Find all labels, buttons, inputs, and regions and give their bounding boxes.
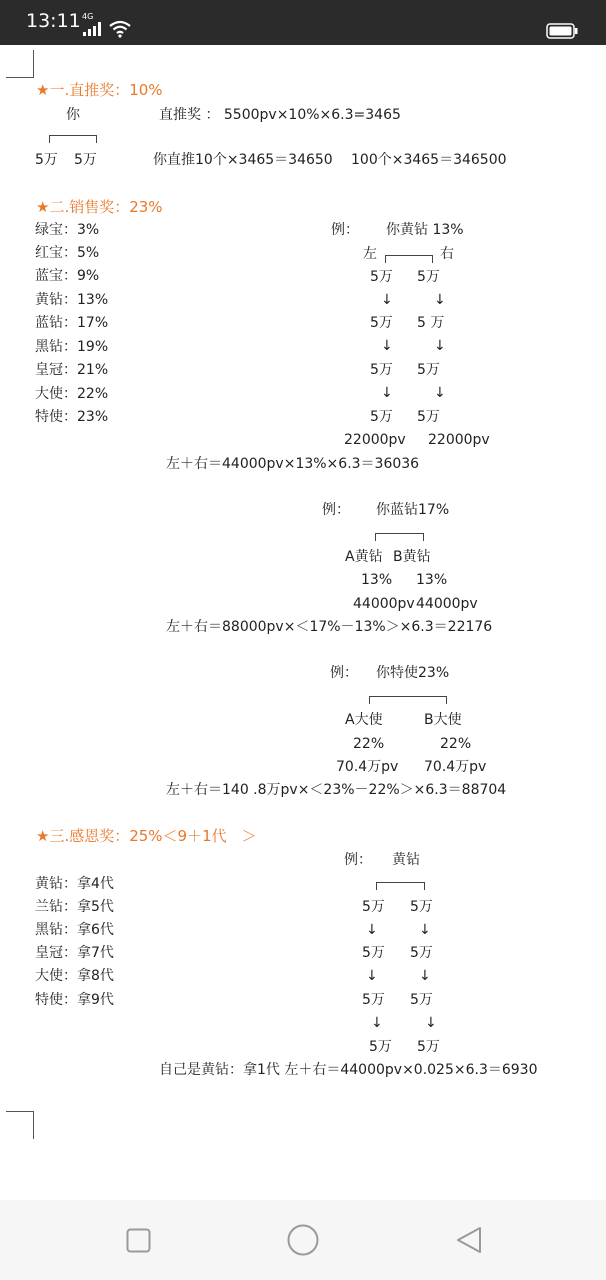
level-item: 黄钻：13% xyxy=(35,292,109,308)
down-arrow-icon: ↓ xyxy=(419,968,431,984)
home-button[interactable] xyxy=(287,1224,319,1256)
tree-left-label: 左 xyxy=(363,246,377,262)
tree-root-you: 你 xyxy=(66,107,80,123)
example-title: 你特使23% xyxy=(376,665,450,681)
level-item: 兰钻：拿5代 xyxy=(35,899,114,915)
down-arrow-icon: ↓ xyxy=(419,922,431,938)
pv-b: 70.4万pv xyxy=(424,759,487,775)
tree-node-left: 5万 xyxy=(370,315,393,331)
level-item: 特使：拿9代 xyxy=(35,992,114,1008)
level-item: 蓝钻：17% xyxy=(35,315,109,331)
example-title: 黄钻 xyxy=(392,852,420,868)
tree-node-right: 5万 xyxy=(417,409,440,425)
down-arrow-icon: ↓ xyxy=(371,1015,383,1031)
tree-node-right: 5万 xyxy=(410,899,433,915)
percent-a: 22% xyxy=(353,736,385,752)
level-item: 黑钻：19% xyxy=(35,339,109,355)
down-arrow-icon: ↓ xyxy=(381,292,393,308)
example-label: 例： xyxy=(331,222,359,238)
example-formula: 左＋右＝140 .8万pv×＜23%－22%＞×6.3＝88704 xyxy=(166,782,507,798)
pv-b: 44000pv xyxy=(416,596,478,612)
tree-node-left: 5万 xyxy=(362,945,385,961)
level-item: 黄钻：拿4代 xyxy=(35,876,114,892)
wifi-icon xyxy=(109,20,131,38)
level-item: 蓝宝：9% xyxy=(35,268,100,284)
tree-node-left: 5万 xyxy=(370,269,393,285)
tree-connector xyxy=(375,533,424,541)
down-arrow-icon: ↓ xyxy=(425,1015,437,1031)
tree-node-left: 5万 xyxy=(362,992,385,1008)
level-item: 大使：22% xyxy=(35,386,109,402)
example-title: 你黄钻 13% xyxy=(386,222,464,238)
status-time: 13:11 xyxy=(26,10,81,32)
navigation-bar xyxy=(0,1200,606,1280)
tree-node-right: 5万 xyxy=(417,1039,440,1055)
calc-100-referrals: 100个×3465＝346500 xyxy=(351,152,507,168)
tree-leaf-right: 5万 xyxy=(74,152,97,168)
tree-right-label: 右 xyxy=(440,246,454,262)
section-heading-gratitude-bonus: ★三.感恩奖：25%＜9＋1代 ＞ xyxy=(36,827,257,845)
recent-apps-button[interactable] xyxy=(126,1228,151,1253)
down-arrow-icon: ↓ xyxy=(366,922,378,938)
tree-node-right: 5万 xyxy=(417,362,440,378)
percent-b: 13% xyxy=(416,572,448,588)
pv-a: 70.4万pv xyxy=(336,759,399,775)
tree-node-left: 5万 xyxy=(369,1039,392,1055)
tree-connector xyxy=(376,882,425,890)
tree-node-a: A黄钻 xyxy=(345,549,383,565)
direct-bonus-formula: 直推奖 ： 5500pv×10%×6.3=3465 xyxy=(159,107,401,123)
signal-icon xyxy=(83,22,103,36)
tree-node-left: 5万 xyxy=(370,409,393,425)
tree-node-b: B黄钻 xyxy=(393,549,431,565)
back-button[interactable] xyxy=(455,1226,483,1254)
down-arrow-icon: ↓ xyxy=(381,385,393,401)
calc-10-referrals: 你直推10个×3465＝34650 xyxy=(153,152,333,168)
level-item: 大使：拿8代 xyxy=(35,968,114,984)
level-item: 皇冠：21% xyxy=(35,362,109,378)
down-arrow-icon: ↓ xyxy=(366,968,378,984)
percent-b: 22% xyxy=(440,736,472,752)
tree-node-right: 5万 xyxy=(410,992,433,1008)
tree-node-b: B大使 xyxy=(424,712,462,728)
tree-node-left: 5万 xyxy=(362,899,385,915)
level-item: 黑钻：拿6代 xyxy=(35,922,114,938)
status-bar xyxy=(0,0,606,45)
example-label: 例： xyxy=(330,665,358,681)
page-corner-mark-bottom xyxy=(6,1111,34,1139)
level-item: 红宝：5% xyxy=(35,245,100,261)
example-title: 你蓝钻17% xyxy=(376,502,450,518)
tree-node-right: 5万 xyxy=(410,945,433,961)
page-corner-mark-top xyxy=(6,50,34,78)
example-formula: 左＋右＝88000pv×＜17%－13%＞×6.3＝22176 xyxy=(166,619,493,635)
document-page[interactable] xyxy=(0,45,606,1200)
battery-icon xyxy=(546,22,578,40)
down-arrow-icon: ↓ xyxy=(434,385,446,401)
level-item: 皇冠：拿7代 xyxy=(35,945,114,961)
percent-a: 13% xyxy=(361,572,393,588)
pv-a: 44000pv xyxy=(353,596,415,612)
level-item: 特使：23% xyxy=(35,409,109,425)
tree-connector xyxy=(49,135,97,143)
tree-connector xyxy=(369,696,447,704)
network-type-label: 4G xyxy=(82,12,94,21)
tree-node-left: 5万 xyxy=(370,362,393,378)
down-arrow-icon: ↓ xyxy=(434,292,446,308)
pv-left: 22000pv xyxy=(344,432,406,448)
pv-right: 22000pv xyxy=(428,432,490,448)
example-formula: 左＋右＝44000pv×13%×6.3＝36036 xyxy=(166,456,420,472)
tree-connector xyxy=(385,255,433,263)
example-label: 例： xyxy=(322,502,350,518)
section-heading-sales-bonus: ★二.销售奖：23% xyxy=(36,198,163,216)
tree-node-right: 5 万 xyxy=(417,315,445,331)
section-heading-direct-bonus: ★一.直推奖：10% xyxy=(36,81,163,99)
down-arrow-icon: ↓ xyxy=(381,338,393,354)
down-arrow-icon: ↓ xyxy=(434,338,446,354)
tree-leaf-left: 5万 xyxy=(35,152,58,168)
tree-node-right: 5万 xyxy=(417,269,440,285)
example-formula: 自己是黄钻：拿1代 左＋右＝44000pv×0.025×6.3＝6930 xyxy=(159,1062,538,1078)
example-label: 例： xyxy=(344,852,372,868)
level-item: 绿宝：3% xyxy=(35,222,100,238)
tree-node-a: A大使 xyxy=(345,712,383,728)
